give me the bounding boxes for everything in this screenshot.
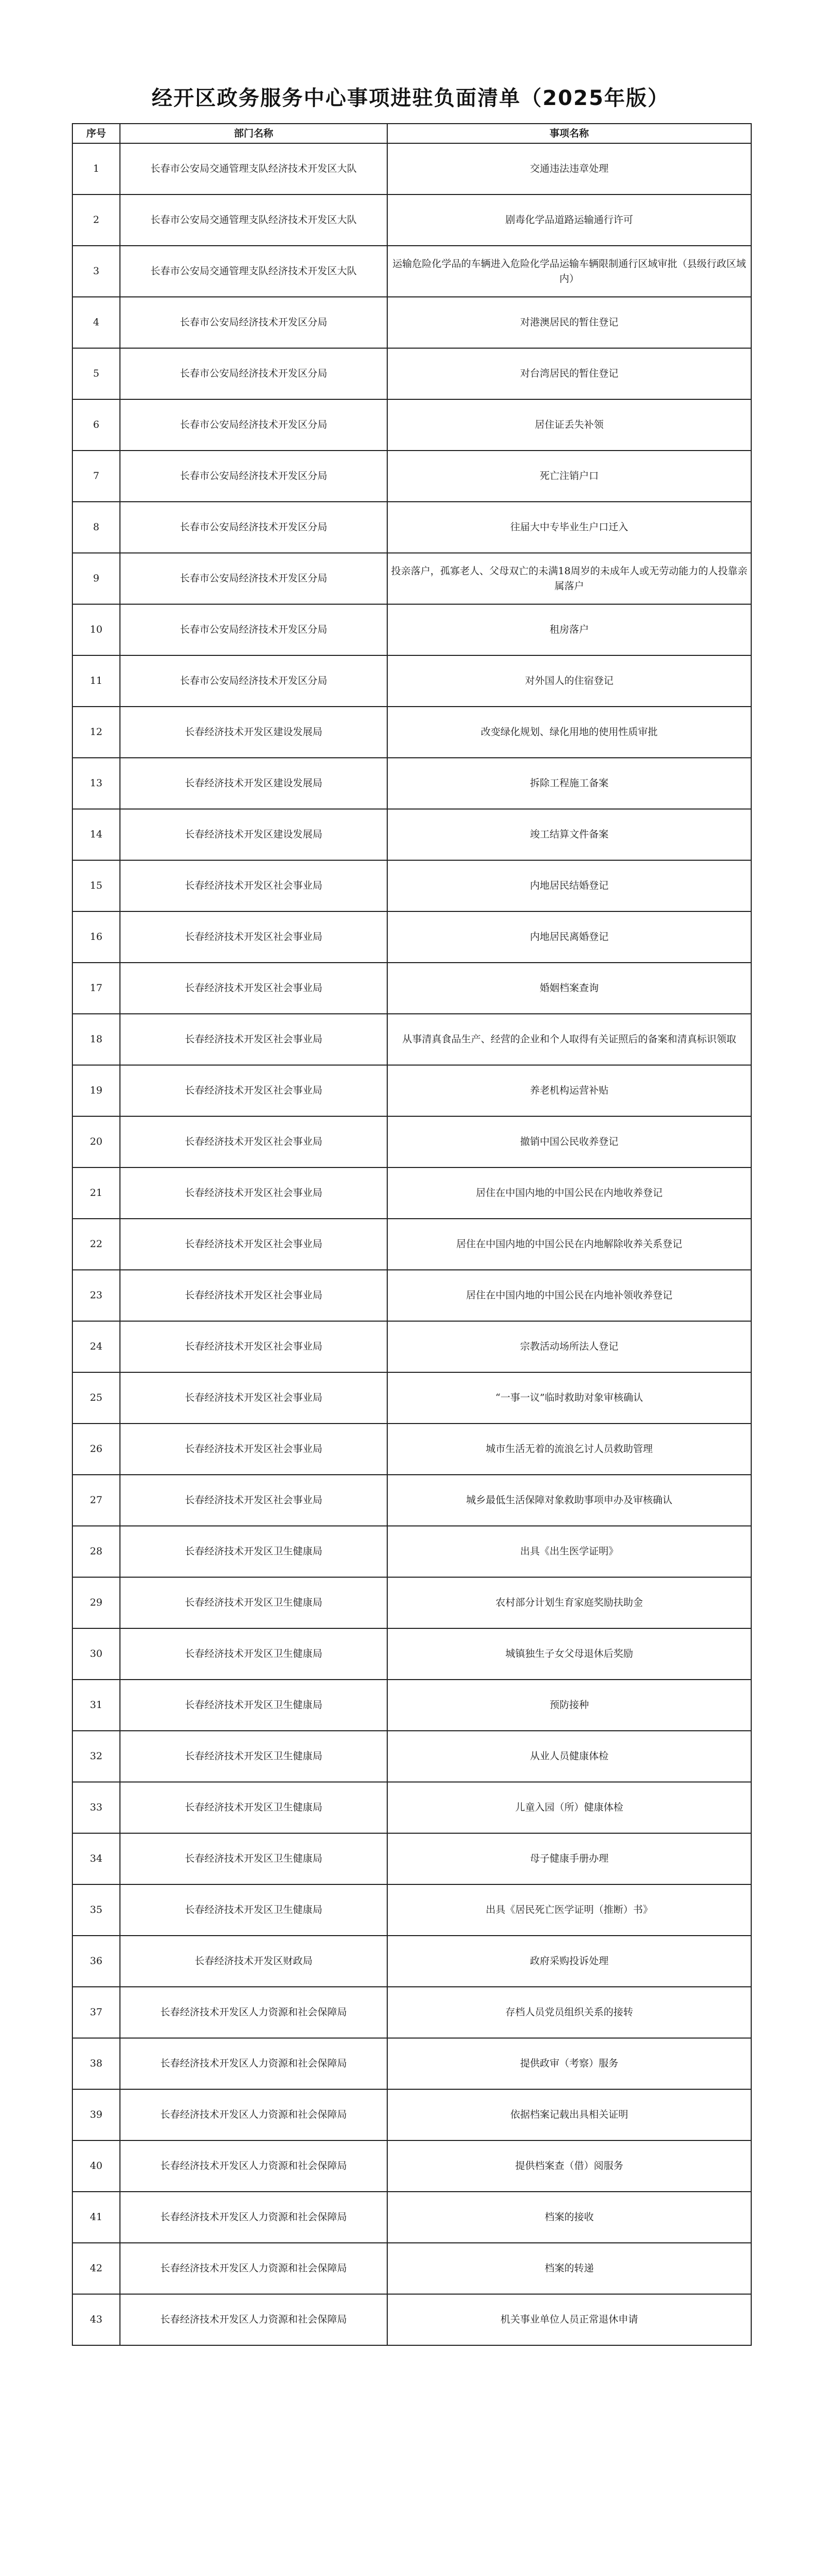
table-row — [72, 860, 751, 911]
department-name-cell: 长春市公安局交通管理支队经济技术开发区大队 — [120, 143, 387, 194]
serial-number-cell: 1 — [72, 143, 120, 194]
item-name-cell: 内地居民离婚登记 — [387, 911, 751, 963]
serial-number-cell: 10 — [72, 604, 120, 655]
serial-number-cell: 19 — [72, 1065, 120, 1116]
table-row — [72, 1321, 751, 1372]
negative-list-table — [72, 123, 752, 2346]
table-row — [72, 143, 751, 194]
department-name-cell: 长春经济技术开发区社会事业局 — [120, 1475, 387, 1526]
item-name-cell: 运输危险化学品的车辆进入危险化学品运输车辆限制通行区域审批（县级行政区域内） — [387, 246, 751, 297]
item-name-cell: 政府采购投诉处理 — [387, 1936, 751, 1987]
table-header — [72, 124, 751, 143]
department-name-cell: 长春经济技术开发区卫生健康局 — [120, 1731, 387, 1782]
item-name-cell: 存档人员党员组织关系的接转 — [387, 1987, 751, 2038]
table-row — [72, 1065, 751, 1116]
serial-number-cell: 22 — [72, 1219, 120, 1270]
table-row — [72, 1116, 751, 1167]
item-name-cell: 改变绿化规划、绿化用地的使用性质审批 — [387, 707, 751, 758]
serial-number-cell: 32 — [72, 1731, 120, 1782]
department-name-cell: 长春经济技术开发区社会事业局 — [120, 1372, 387, 1424]
department-name-cell: 长春经济技术开发区社会事业局 — [120, 1167, 387, 1219]
item-name-cell: 档案的接收 — [387, 2192, 751, 2243]
department-name-cell: 长春经济技术开发区人力资源和社会保障局 — [120, 2294, 387, 2345]
serial-number-cell: 35 — [72, 1884, 120, 1936]
table-row — [72, 2192, 751, 2243]
item-name-cell: 城镇独生子女父母退休后奖励 — [387, 1628, 751, 1680]
table-row — [72, 604, 751, 655]
item-name-cell: 租房落户 — [387, 604, 751, 655]
table-row — [72, 2140, 751, 2192]
item-name-cell: 出具《居民死亡医学证明（推断）书》 — [387, 1884, 751, 1936]
item-name-cell: 提供档案查（借）阅服务 — [387, 2140, 751, 2192]
serial-number-cell: 41 — [72, 2192, 120, 2243]
table-row — [72, 2038, 751, 2089]
department-name-cell: 长春经济技术开发区卫生健康局 — [120, 1782, 387, 1833]
department-name-cell: 长春经济技术开发区社会事业局 — [120, 1270, 387, 1321]
department-name-cell: 长春经济技术开发区卫生健康局 — [120, 1833, 387, 1884]
serial-number-cell: 21 — [72, 1167, 120, 1219]
item-name-cell: 儿童入园（所）健康体检 — [387, 1782, 751, 1833]
department-name-cell: 长春经济技术开发区卫生健康局 — [120, 1526, 387, 1577]
department-name-cell: 长春市公安局经济技术开发区分局 — [120, 655, 387, 707]
item-name-cell: 撤销中国公民收养登记 — [387, 1116, 751, 1167]
item-name-cell: 城乡最低生活保障对象救助事项申办及审核确认 — [387, 1475, 751, 1526]
serial-number-cell: 15 — [72, 860, 120, 911]
department-name-cell: 长春经济技术开发区卫生健康局 — [120, 1680, 387, 1731]
item-name-cell: 对外国人的住宿登记 — [387, 655, 751, 707]
table-row — [72, 1680, 751, 1731]
department-name-cell: 长春经济技术开发区财政局 — [120, 1936, 387, 1987]
table-row — [72, 1270, 751, 1321]
negative-list-table-container — [72, 123, 751, 2346]
table-row — [72, 2294, 751, 2345]
item-name-cell: 对港澳居民的暂住登记 — [387, 297, 751, 348]
serial-number-cell: 6 — [72, 399, 120, 451]
table-row — [72, 809, 751, 860]
table-row — [72, 451, 751, 502]
item-name-cell: 居住在中国内地的中国公民在内地补领收养登记 — [387, 1270, 751, 1321]
department-name-cell: 长春经济技术开发区人力资源和社会保障局 — [120, 2192, 387, 2243]
item-name-cell: 居住证丢失补领 — [387, 399, 751, 451]
serial-number-cell: 18 — [72, 1014, 120, 1065]
serial-number-cell: 26 — [72, 1424, 120, 1475]
department-name-cell: 长春市公安局经济技术开发区分局 — [120, 604, 387, 655]
serial-number-cell: 34 — [72, 1833, 120, 1884]
item-name-cell: 提供政审（考察）服务 — [387, 2038, 751, 2089]
department-name-cell: 长春市公安局经济技术开发区分局 — [120, 553, 387, 604]
serial-number-cell: 11 — [72, 655, 120, 707]
item-name-cell: 死亡注销户口 — [387, 451, 751, 502]
table-body — [72, 143, 751, 2345]
table-row — [72, 2089, 751, 2140]
department-name-cell: 长春经济技术开发区建设发展局 — [120, 758, 387, 809]
serial-number-cell: 4 — [72, 297, 120, 348]
table-row — [72, 963, 751, 1014]
item-name-cell: 居住在中国内地的中国公民在内地解除收养关系登记 — [387, 1219, 751, 1270]
department-name-cell: 长春经济技术开发区建设发展局 — [120, 809, 387, 860]
item-name-cell: 依据档案记载出具相关证明 — [387, 2089, 751, 2140]
department-name-cell: 长春经济技术开发区社会事业局 — [120, 860, 387, 911]
serial-number-cell: 29 — [72, 1577, 120, 1628]
table-row — [72, 1833, 751, 1884]
item-name-cell: 婚姻档案查询 — [387, 963, 751, 1014]
item-name-cell: 内地居民结婚登记 — [387, 860, 751, 911]
table-row — [72, 1167, 751, 1219]
department-name-cell: 长春经济技术开发区社会事业局 — [120, 1014, 387, 1065]
table-row — [72, 1628, 751, 1680]
header-department-name: 部门名称 — [120, 124, 387, 143]
item-name-cell: 档案的转递 — [387, 2243, 751, 2294]
department-name-cell: 长春市公安局经济技术开发区分局 — [120, 451, 387, 502]
serial-number-cell: 3 — [72, 246, 120, 297]
table-row — [72, 194, 751, 246]
item-name-cell: 出具《出生医学证明》 — [387, 1526, 751, 1577]
department-name-cell: 长春经济技术开发区建设发展局 — [120, 707, 387, 758]
table-row — [72, 399, 751, 451]
department-name-cell: 长春经济技术开发区社会事业局 — [120, 1116, 387, 1167]
department-name-cell: 长春经济技术开发区社会事业局 — [120, 963, 387, 1014]
department-name-cell: 长春经济技术开发区社会事业局 — [120, 911, 387, 963]
table-row — [72, 297, 751, 348]
table-row — [72, 1014, 751, 1065]
department-name-cell: 长春市公安局经济技术开发区分局 — [120, 502, 387, 553]
item-name-cell: 预防接种 — [387, 1680, 751, 1731]
item-name-cell: 城市生活无着的流浪乞讨人员救助管理 — [387, 1424, 751, 1475]
serial-number-cell: 40 — [72, 2140, 120, 2192]
serial-number-cell: 42 — [72, 2243, 120, 2294]
department-name-cell: 长春经济技术开发区人力资源和社会保障局 — [120, 2038, 387, 2089]
serial-number-cell: 37 — [72, 1987, 120, 2038]
table-row — [72, 1424, 751, 1475]
item-name-cell: 农村部分计划生育家庭奖励扶助金 — [387, 1577, 751, 1628]
department-name-cell: 长春经济技术开发区人力资源和社会保障局 — [120, 1987, 387, 2038]
item-name-cell: 养老机构运营补贴 — [387, 1065, 751, 1116]
table-row — [72, 1475, 751, 1526]
document-title: 经开区政务服务中心事项进驻负面清单（2025年版） — [151, 86, 670, 110]
serial-number-cell: 39 — [72, 2089, 120, 2140]
item-name-cell: 从事清真食品生产、经营的企业和个人取得有关证照后的备案和清真标识领取 — [387, 1014, 751, 1065]
table-row — [72, 707, 751, 758]
header-row — [72, 124, 751, 143]
serial-number-cell: 38 — [72, 2038, 120, 2089]
department-name-cell: 长春经济技术开发区人力资源和社会保障局 — [120, 2089, 387, 2140]
serial-number-cell: 16 — [72, 911, 120, 963]
item-name-cell: 拆除工程施工备案 — [387, 758, 751, 809]
item-name-cell: 宗教活动场所法人登记 — [387, 1321, 751, 1372]
department-name-cell: 长春经济技术开发区卫生健康局 — [120, 1628, 387, 1680]
header-serial-number: 序号 — [72, 124, 120, 143]
table-row — [72, 758, 751, 809]
department-name-cell: 长春经济技术开发区社会事业局 — [120, 1424, 387, 1475]
item-name-cell: “一事一议”临时救助对象审核确认 — [387, 1372, 751, 1424]
table-row — [72, 1884, 751, 1936]
item-name-cell: 机关事业单位人员正常退休申请 — [387, 2294, 751, 2345]
department-name-cell: 长春经济技术开发区社会事业局 — [120, 1065, 387, 1116]
serial-number-cell: 20 — [72, 1116, 120, 1167]
item-name-cell: 对台湾居民的暂住登记 — [387, 348, 751, 399]
serial-number-cell: 28 — [72, 1526, 120, 1577]
department-name-cell: 长春经济技术开发区卫生健康局 — [120, 1884, 387, 1936]
item-name-cell: 从业人员健康体检 — [387, 1731, 751, 1782]
serial-number-cell: 24 — [72, 1321, 120, 1372]
serial-number-cell: 33 — [72, 1782, 120, 1833]
table-row — [72, 246, 751, 297]
table-row — [72, 1936, 751, 1987]
table-row — [72, 348, 751, 399]
serial-number-cell: 5 — [72, 348, 120, 399]
department-name-cell: 长春经济技术开发区卫生健康局 — [120, 1577, 387, 1628]
serial-number-cell: 2 — [72, 194, 120, 246]
department-name-cell: 长春经济技术开发区人力资源和社会保障局 — [120, 2140, 387, 2192]
department-name-cell: 长春经济技术开发区社会事业局 — [120, 1219, 387, 1270]
serial-number-cell: 7 — [72, 451, 120, 502]
serial-number-cell: 43 — [72, 2294, 120, 2345]
serial-number-cell: 36 — [72, 1936, 120, 1987]
table-row — [72, 502, 751, 553]
item-name-cell: 往届大中专毕业生户口迁入 — [387, 502, 751, 553]
serial-number-cell: 23 — [72, 1270, 120, 1321]
item-name-cell: 投亲落户，孤寡老人、父母双亡的未满18周岁的未成年人或无劳动能力的人投靠亲属落户 — [387, 553, 751, 604]
serial-number-cell: 9 — [72, 553, 120, 604]
serial-number-cell: 13 — [72, 758, 120, 809]
header-item-name: 事项名称 — [387, 124, 751, 143]
serial-number-cell: 25 — [72, 1372, 120, 1424]
item-name-cell: 母子健康手册办理 — [387, 1833, 751, 1884]
table-row — [72, 1987, 751, 2038]
table-row — [72, 1372, 751, 1424]
table-row — [72, 1731, 751, 1782]
department-name-cell: 长春市公安局经济技术开发区分局 — [120, 297, 387, 348]
department-name-cell: 长春市公安局交通管理支队经济技术开发区大队 — [120, 246, 387, 297]
department-name-cell: 长春经济技术开发区人力资源和社会保障局 — [120, 2243, 387, 2294]
department-name-cell: 长春市公安局经济技术开发区分局 — [120, 348, 387, 399]
serial-number-cell: 27 — [72, 1475, 120, 1526]
serial-number-cell: 31 — [72, 1680, 120, 1731]
table-row — [72, 553, 751, 604]
department-name-cell: 长春市公安局经济技术开发区分局 — [120, 399, 387, 451]
item-name-cell: 居住在中国内地的中国公民在内地收养登记 — [387, 1167, 751, 1219]
table-row — [72, 655, 751, 707]
item-name-cell: 竣工结算文件备案 — [387, 809, 751, 860]
serial-number-cell: 30 — [72, 1628, 120, 1680]
department-name-cell: 长春经济技术开发区社会事业局 — [120, 1321, 387, 1372]
table-row — [72, 1577, 751, 1628]
table-row — [72, 1782, 751, 1833]
item-name-cell: 交通违法违章处理 — [387, 143, 751, 194]
serial-number-cell: 14 — [72, 809, 120, 860]
table-row — [72, 1219, 751, 1270]
table-row — [72, 911, 751, 963]
serial-number-cell: 8 — [72, 502, 120, 553]
table-row — [72, 2243, 751, 2294]
serial-number-cell: 12 — [72, 707, 120, 758]
department-name-cell: 长春市公安局交通管理支队经济技术开发区大队 — [120, 194, 387, 246]
serial-number-cell: 17 — [72, 963, 120, 1014]
table-row — [72, 1526, 751, 1577]
item-name-cell: 剧毒化学品道路运输通行许可 — [387, 194, 751, 246]
